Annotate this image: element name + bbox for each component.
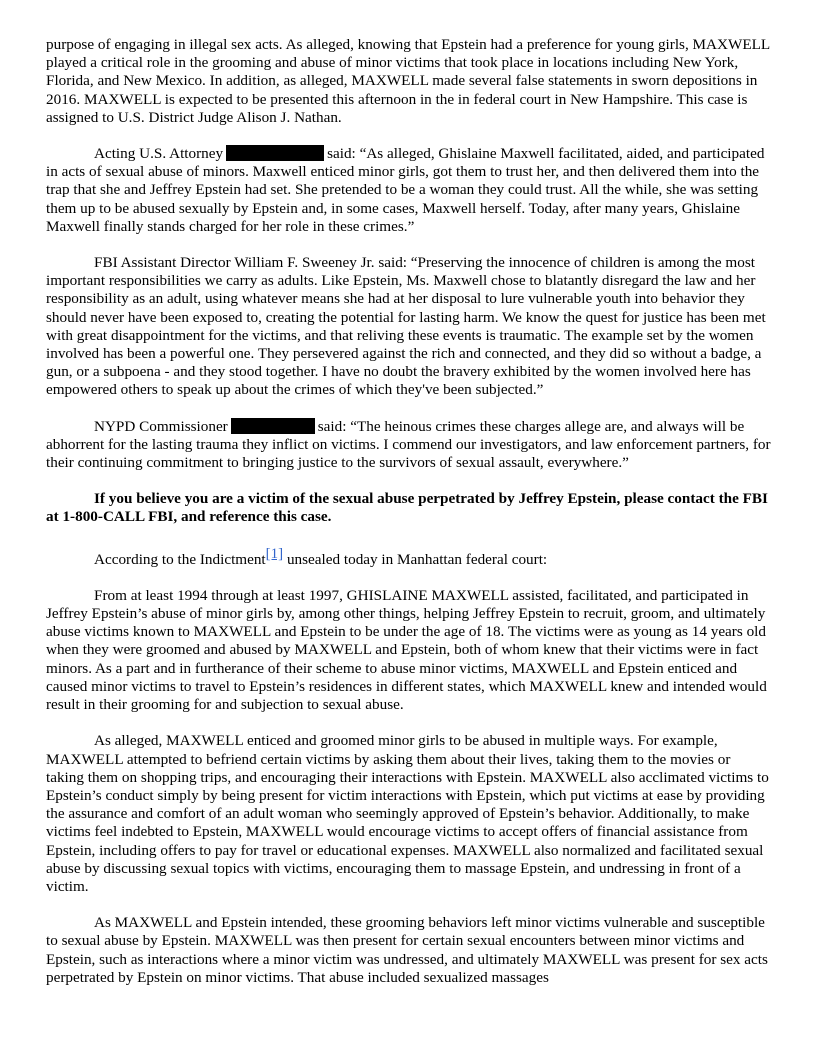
paragraph-abuse-details: As MAXWELL and Epstein intended, these grooming behaviors left minor victims vulnerable and susceptible to sexual abuse by Epstein. MAXWELL was then present for certain sexual encounters between minor victims and Epstein, such as interactions where a minor victim was undressed, and ultimately MAXWELL was present for sex acts perpetrated by Epstein on minor victims. That abuse included sexualized massages [46,914,768,986]
paragraph-us-attorney-quote [46,145,772,236]
nypd-lead: NYPD Commissioner [94,417,228,435]
paragraph-grooming-methods: As alleged, MAXWELL enticed and groomed minor girls to be abused in multiple ways. For example, MAXWELL attempted to befriend certain victims by asking them about their lives, taking them to the movies or taking them on shopping trips, and encouraging their interactions with Epstein. MAXWELL also acclimated victims to Epstein’s conduct simply by being present for victim interactions with Epstein, which put victims at ease by providing the assurance and comfort of an adult woman who seemingly approved of Epstein’s behavior. Additionally, to make victims feel indebted to Epstein, MAXWELL would encourage victims to accept offers of financial assistance from Epstein, including offers to pay for travel or educational expenses. MAXWELL also normalized and facilitated sexual abuse by discussing sexual topics with victims, encouraging them to massage Epstein, and undressing in front of a victim. [46,732,769,895]
redacted-name-box [226,145,324,161]
paragraph-continuation: purpose of engaging in illegal sex acts. As alleged, knowing that Epstein had a preference for young girls, MAXWELL played a critical role in the grooming and abuse of minor victims that took place in locations including New York, Florida, and New Mexico. In addition, as alleged, MAXWELL made several false statements in sworn depositions in 2016. MAXWELL is expected to be presented this afternoon in the in federal court in New Hampshire. This case is assigned to U.S. District Judge Alison J. Nathan. [46,36,770,126]
document-page [46,36,772,1005]
redacted-name-box [231,418,315,434]
us-attorney-quote: said: “As alleged, Ghislaine Maxwell facilitated, aided, and participated in acts of sexual abuse of minors. Maxwell enticed minor girls, got them to trust her, and then delivered them into the trap that she and Jeffrey Epstein had set. She pretended to be a woman they could trust. All the while, she was setting them up to be abused sexually by Epstein and, in some cases, Maxwell herself. Today, after many years, Ghislaine Maxwell finally stands charged for her role in these crimes.” [46,145,765,235]
us-attorney-lead: Acting U.S. Attorney [94,145,224,163]
victim-contact-notice: If you believe you are a victim of the sexual abuse perpetrated by Jeffrey Epstein, please contact the FBI at 1-800-CALL FBI, and reference this case. [46,490,768,526]
nypd-quote: said: “The heinous crimes these charges allege are, and always will be abhorrent for the lasting trauma they inflict on victims. I commend our investigators, and law enforcement partners, for their continuing commitment to bringing justice to the survivors of sexual assault, everywhere.” [46,417,771,472]
paragraph-fbi-quote: FBI Assistant Director William F. Sweeney Jr. said: “Preserving the innocence of children is among the most important responsibilities we carry as adults. Like Epstein, Ms. Maxwell chose to blatantly disregard the law and her responsibility as an adult, using whatever means she had at her disposal to lure vulnerable youth into behavior they should never have been exposed to, creating the potential for lasting harm. We know the quest for justice has been met with great disappointment for the victims, and that reliving these events is traumatic. The example set by the women involved has been a powerful one. They persevered against the rich and connected, and they did so without a badge, a gun, or a subpoena - and they stood together. I have no doubt the bravery exhibited by the women involved here has empowered others to speak up about the crimes of which they've been subjected.” [46,254,766,399]
indictment-intro-tail: unsealed today in Manhattan federal court: [283,550,548,568]
paragraph-nypd-quote [46,418,772,473]
paragraph-indictment-summary: From at least 1994 through at least 1997, GHISLAINE MAXWELL assisted, facilitated, and participated in Jeffrey Epstein’s abuse of minor girls by, among other things, helping Jeffrey Epstein to recruit, groom, and ultimately abuse victims known to MAXWELL and Epstein to be under the age of 18. The victims were as young as 14 years old when they were groomed and abused by MAXWELL and Epstein, both of whom knew that their victims were in fact minors. As a part and in furtherance of their scheme to abuse minor victims, MAXWELL and Epstein enticed and caused minor victims to travel to Epstein’s residences in different states, which MAXWELL knew and intended would result in their grooming for and subjection to sexual abuse. [46,586,767,714]
paragraph-indictment-intro [46,545,772,569]
footnote-link[interactable]: [1] [265,545,284,562]
indictment-intro-lead: According to the Indictment [94,550,266,568]
